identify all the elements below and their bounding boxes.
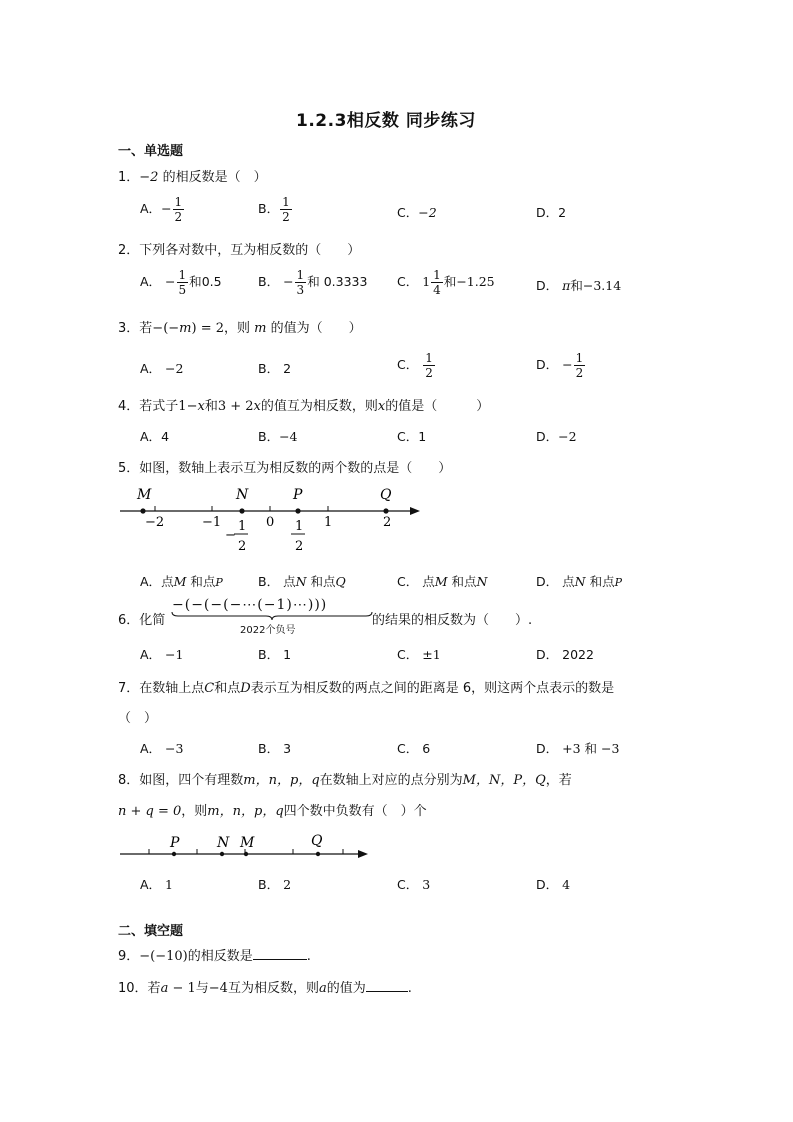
q8-option-d[interactable]: D． 4 (536, 877, 571, 892)
tick-label-neg-half-num: 1 (238, 519, 247, 534)
point-label-p: P (293, 487, 303, 503)
point-label-n: N (236, 487, 249, 503)
q2-option-c[interactable]: C． 1 $\frac{1}{4}$ 和−1.25 (397, 268, 495, 297)
q3-option-d[interactable]: D． − $\frac{1}{2}$ (536, 351, 584, 380)
q8-option-a[interactable]: A． 1 (140, 877, 173, 892)
q6-option-b[interactable]: B． 1 (258, 647, 292, 662)
q6-underbrace (170, 611, 374, 621)
q4-option-c[interactable]: C．1 (397, 429, 427, 444)
q3-option-c[interactable]: C． $\frac{1}{2}$ (397, 351, 433, 380)
q5-option-d[interactable]: D． 点N 和点P (536, 574, 622, 589)
q4-option-d[interactable]: D．−2 (536, 429, 577, 444)
q2-option-a[interactable]: A． − $\frac{1}{5}$ 和0.5 (140, 268, 222, 297)
q3-option-b[interactable]: B． 2 (258, 361, 292, 376)
q6-nested-expression: −(−(−(−⋯(−1)⋯))) (172, 597, 328, 613)
q8-point-label-m: M (240, 835, 255, 851)
tick-label-2: 2 (383, 515, 392, 530)
q4-option-a[interactable]: A．4 (140, 429, 170, 444)
q7-option-b[interactable]: B． 3 (258, 741, 292, 756)
q8-option-c[interactable]: C． 3 (397, 877, 431, 892)
section-heading-single-choice: 一、单选题 (118, 144, 184, 159)
question-7-line-1: 7．在数轴上点C和点D表示互为相反数的两点之间的距离是 6，则这两个点表示的数是 (118, 681, 615, 696)
question-3: 3．若−(−m) = 2，则 m 的值为（ ） (118, 321, 362, 336)
q1-option-c[interactable]: C．−2 (397, 205, 437, 220)
q8-option-b[interactable]: B． 2 (258, 877, 292, 892)
tick-label-1: 1 (324, 515, 333, 530)
q1-option-b[interactable]: B． $\frac{1}{2}$ (258, 195, 290, 224)
q8-point-label-n: N (217, 835, 230, 851)
question-7-line-2: （ ） (118, 711, 158, 726)
q6-brace-label: 2022个负号 (240, 625, 296, 636)
q2-option-b[interactable]: B． − $\frac{1}{3}$ 和 0.3333 (258, 268, 368, 297)
point-label-m: M (137, 487, 152, 503)
q3-option-a[interactable]: A． −2 (140, 361, 184, 376)
q10-answer-blank[interactable] (366, 990, 408, 992)
question-10: 10．若a − 1与−4互为相反数，则a的值为 . (118, 981, 412, 996)
tick-label-neg-half-den: 2 (238, 539, 247, 554)
page-title: 1.2.3相反数 同步练习 (296, 111, 476, 131)
question-2: 2．下列各对数中，互为相反数的（ ） (118, 243, 361, 258)
q1-option-a[interactable]: A．− $\frac{1}{2}$ (140, 195, 183, 224)
tick-label-neg-half-sign: − (225, 528, 236, 543)
q5-option-b[interactable]: B． 点N 和点Q (258, 574, 346, 589)
q6-option-d[interactable]: D． 2022 (536, 647, 594, 662)
point-label-q: Q (380, 487, 392, 503)
q8-number-line-figure (115, 828, 375, 864)
q7-option-a[interactable]: A． −3 (140, 741, 184, 756)
q5-option-a[interactable]: A．点M 和点P (140, 574, 223, 589)
tick-label-half-den: 2 (295, 539, 304, 554)
question-8-line-2: n + q = 0，则m，n，p，q四个数中负数有（ ）个 (118, 804, 427, 819)
q9-answer-blank[interactable] (253, 958, 307, 960)
question-5: 5．如图，数轴上表示互为相反数的两个数的点是（ ） (118, 461, 452, 476)
q2-option-d[interactable]: D． π和−3.14 (536, 278, 622, 293)
question-6-prefix: 6．化简 (118, 613, 166, 628)
section-heading-fill-in: 二、填空题 (118, 924, 184, 939)
q7-option-c[interactable]: C． 6 (397, 741, 431, 756)
q6-option-c[interactable]: C． ±1 (397, 647, 441, 662)
q8-point-label-p: P (170, 835, 180, 851)
tick-label-0: 0 (266, 515, 275, 530)
tick-label-minus-1: −1 (202, 515, 222, 530)
q4-option-b[interactable]: B．−4 (258, 429, 298, 444)
q7-option-d[interactable]: D． +3 和 −3 (536, 741, 620, 756)
question-8-line-1: 8．如图，四个有理数m，n，p，q在数轴上对应的点分别为M，N，P，Q，若 (118, 773, 572, 788)
q1-option-d[interactable]: D．2 (536, 205, 567, 220)
q5-option-c[interactable]: C． 点M 和点N (397, 574, 488, 589)
question-1: 1．−2 的相反数是（ ） (118, 170, 267, 185)
question-6-suffix: 的结果的相反数为（ ）. (372, 613, 533, 628)
q5-number-line-figure (115, 483, 425, 563)
q6-option-a[interactable]: A． −1 (140, 647, 184, 662)
question-4: 4．若式子1−x和3 + 2x的值互为相反数，则x的值是（ ） (118, 399, 490, 414)
tick-label-half-num: 1 (295, 519, 304, 534)
q8-point-label-q: Q (311, 833, 323, 849)
question-9: 9．−(−10)的相反数是 . (118, 949, 311, 964)
tick-label-minus-2: −2 (145, 515, 165, 530)
